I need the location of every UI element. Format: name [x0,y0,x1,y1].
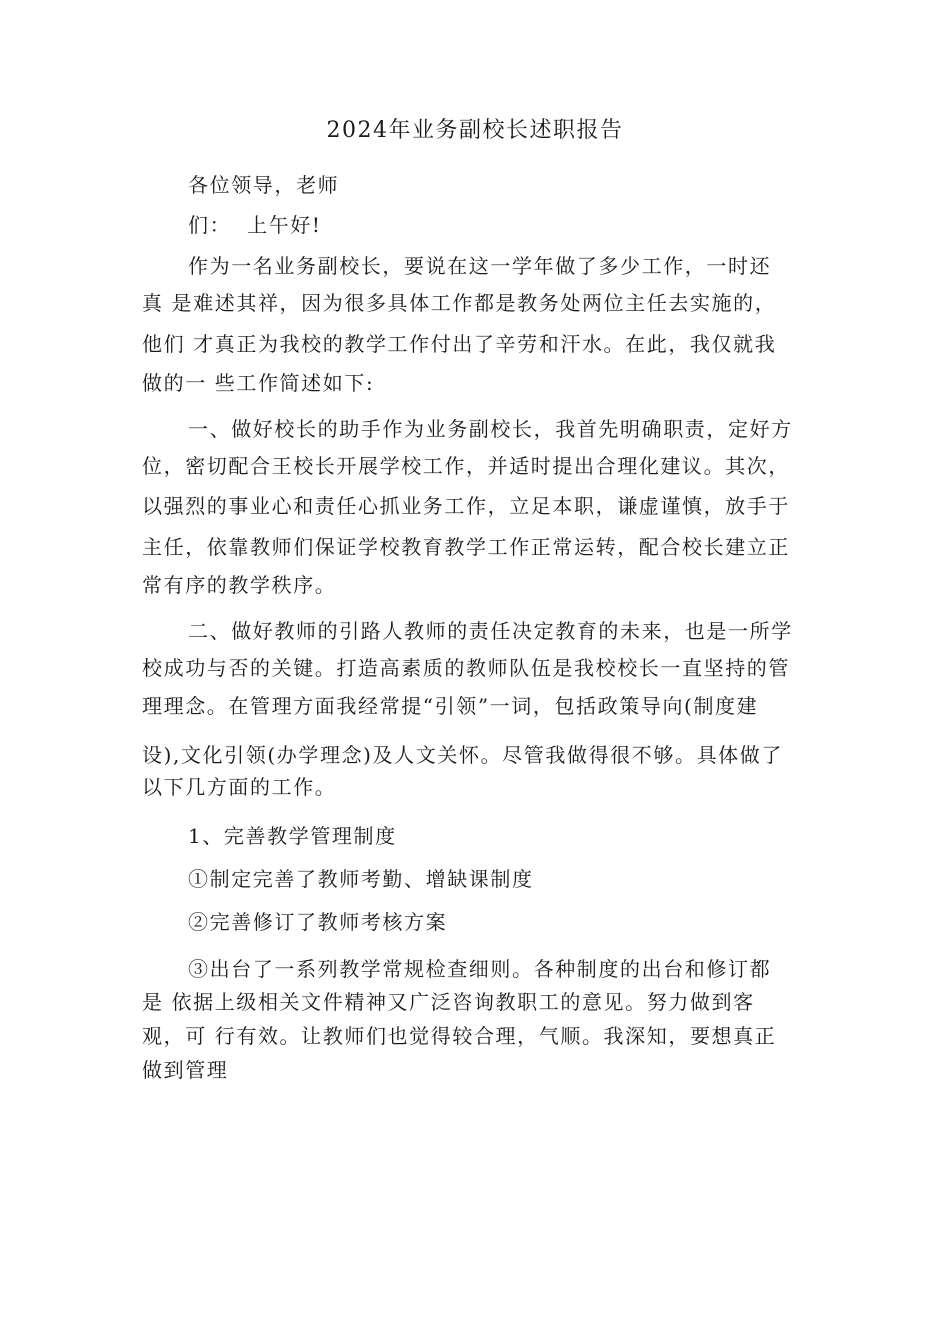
item-c-line-4: 做到管理 [142,1058,229,1082]
section1-line-5: 常有序的教学秩序。 [142,573,337,597]
section1-line-2: 位，密切配合王校长开展学校工作，并适时提出合理化建议。其次， [142,454,790,478]
intro-line-1: 作为一名业务副校长，要说在这一学年做了多少工作，一时还 [188,254,772,278]
item-c-line-3: 观，可 行有效。让教师们也觉得较合理，气顺。我深知，要想真正 [142,1024,777,1048]
intro-line-3: 他们 才真正为我校的教学工作付出了辛劳和汗水。在此，我仅就我 [142,332,777,356]
salutation-line-2: 们： 上午好! [188,213,322,237]
section1-line-1: 一、做好校长的助手作为业务副校长，我首先明确职责，定好方 [188,417,793,441]
salutation-line-1: 各位领导，老师 [188,173,340,197]
section2-line-2: 校成功与否的关键。打造高素质的教师队伍是我校校长一直坚持的管 [142,656,790,680]
section2-line-1: 二、做好教师的引路人教师的责任决定教育的未来，也是一所学 [188,619,793,643]
section1-line-4: 主任，依靠教师们保证学校教育教学工作正常运转，配合校长建立正 [142,535,790,559]
section2-line-4: 设),文化引领(办学理念)及人文关怀。尽管我做得很不够。具体做了 [142,743,783,767]
section2-line-5: 以下几方面的工作。 [142,775,337,799]
item-c-line-1: ③出台了一系列教学常规检查细则。各种制度的出台和修订都 [188,957,772,981]
item1-heading: 1、完善教学管理制度 [188,824,397,848]
intro-line-4: 做的一 些工作简述如下: [142,371,375,395]
document-title: 2024年业务副校长述职报告 [326,118,624,143]
item-c-line-2: 是 依据上级相关文件精神又广泛咨询教职工的意见。努力做到客 [142,990,755,1014]
item-a: ①制定完善了教师考勤、增缺课制度 [188,867,534,891]
section2-line-3: 理理念。在管理方面我经常提“引领”一词，包括政策导向(制度建 [142,694,759,718]
section1-line-3: 以强烈的事业心和责任心抓业务工作，立足本职，谦虚谨慎，放手于 [142,494,790,518]
item-b: ②完善修订了教师考核方案 [188,910,448,934]
intro-line-2: 真 是难述其祥，因为很多具体工作都是教务处两位主任去实施的， [142,291,777,315]
